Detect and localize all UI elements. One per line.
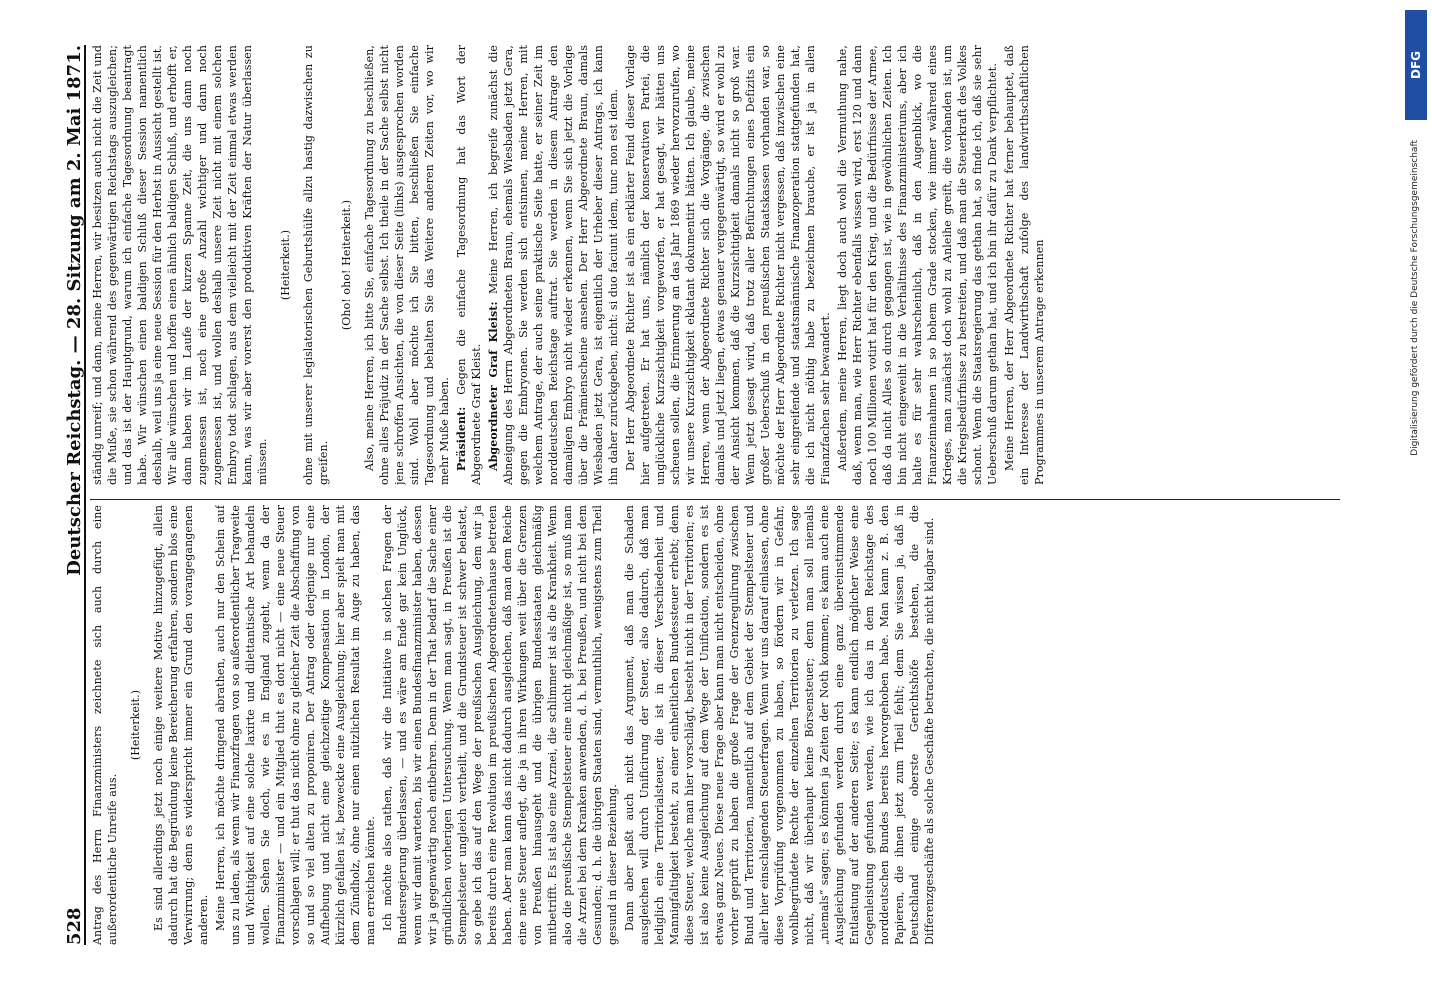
column-separator — [90, 499, 1340, 500]
speaker-label: Präsident: — [455, 406, 468, 471]
paragraph: Ich möchte also rathen, daß wir die Initiative in solchen Fragen der Bundesregierung überlassen, — und es wäre am Ende gar kein Unglück, wenn wir damit warteten, bis wir einen Bundesfinanzminister haben, dessen wir ja gegenwärtig noch entbehren. Denn in der That bedarf die Sache einer gründlichen vorherigen Untersuchung. Wenn man sagt, in Preußen ist die Stempelsteuer ungleich vertheilt, und die Grundsteuer ist schwer belastet, so gebe ich das auf den Wege der preußischen Ausgleichung, dem wir ja bereits durch eine Revolution im preußischen Abgeordnetenhause betreten haben. Aber man kann das nicht dadurch ausgleichen, daß man dem Reiche eine neue Steuer auflegt, die ja in ihren Wirkungen weit über die Grenzen von Preußen hinausgeht und die übrigen Bundesstaaten gleichmäßig mitbetrifft. Es ist also eine Arznei, die schlimmer ist als die Krankheit. Wenn also die preußische Stempelsteuer eine nicht gleichmäßige ist, so muß man die Arznei bei dem Kranken anwenden, d. h. bei Preußen, und nicht bei dem Gesunden; d. h. die übrigen Staaten sind, vermuthlich, wenigstens zum Theil gesund in dieser Beziehung. — [381, 505, 619, 945]
left-column — [90, 505, 1340, 945]
paragraph: Meine Herren, der Herr Abgeordnete Richter hat ferner behauptet, daß ein Interesse der Landwirthschaft zufolge des landwirthschaftlichen Programmes in unserem Antrage erkennen — [1003, 45, 1046, 485]
speaker-paragraph — [486, 45, 621, 485]
paragraph: Antrag des Herrn Finanzministers zeichnete sich auch durch eine außerordentliche Unreife aus. — [91, 505, 119, 945]
digitization-credit: Digitalisierung gefördert durch die Deutsche Forschungsgemeinschaft — [1410, 140, 1420, 456]
paragraph: Also, meine Herren, ich bitte Sie, einfache Tagesordnung zu beschließen, ohne alles Präjudiz in der Sache selbst. Ich theile in der Sache selbst nicht jene schroffen Ansichten, die von dieser Seite (links) ausgesprochen worden sind. Wohl aber möchte ich Sie bitten, beschließen Sie einfache Tagesordnung und behalten Sie das Weitere anderen Zeiten vor, wo wir mehr Muße haben. — [363, 45, 451, 485]
interjection: (Oho! oho! Heiterkeit.) — [340, 199, 353, 331]
running-title: Deutscher Reichstag. — 28. Sitzung am 2. Mai 1871. — [63, 45, 85, 576]
paragraph: Außerdem, meine Herren, liegt doch auch wohl die Vermuthung nahe, daß, wenn man, wie Herr Richter ebenfalls wissen wird, erst 120 und dann noch 100 Millionen votirt hat für den Krieg, und die Bedürfnisse der Armee, daß da nicht Alles so durch gegangen ist, wie in gewöhnlichen Zeiten. Ich bin nicht eingeweiht in die Verhältnisse des Finanzministeriums, aber ich halte es für sehr wahrscheinlich, daß in den Augenblick, wo die Finanzeinnahmen in so hohem Grade stocken, wie immer während eines Krieges, man zunächst doch wohl zu Anleihe greift, die vorhanden ist, um die Kriegsbedürfnisse zu bestreiten, und daß man die Steuerkraft des Volkes schont. Wenn die Staatsregierung das gethan hat, so finde ich, daß sie sehr Ueberschuß darum gethan hat, und ich bin ihr dafür zu Dank verpflichtet. — [836, 45, 999, 485]
speaker-label: Abgeordneter Graf Kleist: — [487, 301, 500, 471]
page-header — [54, 45, 94, 945]
interjection: (Heiterkeit.) — [129, 689, 142, 761]
paragraph: Dann aber paßt auch nicht das Argument, daß man die Schaden ausgleichen will durch Unificirung der Steuer, also dadurch, daß man lediglich eine Territorialsteuer, die ist in dieser Verschiedenheit und Mannigfaltigkeit besteht, zu einer einheitlichen Bundessteuer erhebt; denn diese Steuer, welche man hier vorschlägt, besteht nicht in der Territorien; es ist also keine Ausgleichung auf dem Wege der Unification, sondern es ist etwas ganz Neues. Diese neue Frage aber kann man nicht entscheiden, ohne vorher geprüft zu haben die große Frage der Grenzregulirung zwischen Bund und Territorien, namentlich auf dem Gebiet der Stempelsteuer und aller hier einschlagenden Steuerfragen. Wenn wir uns darauf einlassen, ohne diese Vorprüfung vorgenommen zu haben, so fördern wir in Gefahr, wohlbegründete Rechte der einzelnen Territorien zu verletzen. Ich sage nicht, daß wir überhaupt keine Börsensteuer; denn man soll niemals „niemals“ sagen; es könnten ja Zeiten der Noth kommen; es kann auch eine Ausgleichung gefunden werden durch eine ganz übereinstimmende Entlastung auf der anderen Seite; es kann endlich möglicher Weise eine Gegenleistung gefunden werden, wie ich das in dem Reichstage des norddeutschen Bundes bereits hervorgehoben habe. Man kann z. B. den Papieren, die ihnen jetzt zum Theil fehlt; denn Sie wissen ja, daß in Deutschland einige oberste Gerichtshöfe bestehen, die die Differenzgeschäfte als solche Geschäfte betrachten, die nicht klagbar sind. — [623, 505, 936, 945]
paragraph: Der Herr Abgeordnete Richter ist als ein erklärter Feind dieser Vorlage hier aufgetreten. Er hat uns, nämlich der konservativen Partei, die unglückliche Kurzsichtigkeit vorgeworfen, er hat gesagt, wir hätten uns scheuen sollen, die Erinnerung an das Jahr 1869 wieder hervorzurufen, wo wir unsere Kurzsichtigkeit eklatant dokumentirt hätten. Ich glaube, meine Herren, wenn der Abgeordnete Richter sich die Vorgänge, die zwischen damals und jetzt liegen, etwas genauer vergegenwärtigt, so wird er wohl zu der Ansicht kommen, daß die Kurzsichtigkeit damals nicht so groß war. Wenn jetzt gesagt wird, daß trotz aller Befürchtungen eines Defizits ein großer Ueberschuß in den preußischen Staatskassen vorhanden war, so möchte der Herr Abgeordnete Richter nicht vergessen, daß inzwischen eine sehr eingreifende und staatsmännische Finanzoperation stattgefunden hat, die ich nicht nöthig habe zu bezeichnen brauche, er ist ja in allen Finanzfachen sehr bewandert. — [624, 45, 832, 485]
paragraph: Es sind allerdings jetzt noch einige weitere Motive hinzugefügt, allein dadurch hat die Begründung keine Bereicherung erfahren, sondern blos eine Verwirrung; denn es widerspricht immer ein Grund den vorangegangenen anderen. — [152, 505, 210, 945]
page-number: 528 — [63, 907, 85, 945]
speaker-paragraph — [454, 45, 484, 485]
right-column — [90, 45, 1340, 485]
speech-text: Gegen die einfache Tagesordnung hat das Wort der Abgeordnete Graf Kleist. — [455, 45, 483, 485]
paragraph: ständig unreif; und dann, meine Herren, wir besitzen auch nicht die Zeit und die Muße, sie schon während des gegenwärtigen Reichstags auszugleichen; und das ist der Hauptgrund, warum ich einfache Tagesordnung beantragt habe. Wir wünschen einen baldigen Schluß dieser Session namentlich deshalb, weil uns ja eine neue Session für den Herbst in Aussicht gestellt ist. Wir alle wünschen und hoffen einen ähnlich baldigen Schluß, und erhofft er, dann haben wir im Laufe der kurzen Spanne Zeit, die uns dann noch zugemessen ist, noch eine große Anzahl wichtiger und dann noch zugemessen ist, und wollen deshalb unsere Zeit nicht mit einem solchen Embryo todt schlagen, aus dem vielleicht mit der Zeit einmal etwas werden kann, was wir aber vorerst den produktiven Kräften der Natur überlassen müssen. — [91, 45, 269, 485]
dfg-logo: DFG — [1405, 10, 1427, 120]
paragraph: ohne mit unserer legislatorischen Geburtshülfe allzu hastig dazwischen zu greifen. — [302, 45, 330, 485]
paragraph: Meine Herren, ich möchte dringend abrathen, auch nur den Schein auf uns zu laden, als wenn wir Finanzfragen von so außerordentlicher Tragweite und Wichtigkeit auf eine solche laxirte und dilettantische Art behandeln wollen. Sehen Sie doch, wie es in England zugeht, wenn da der Finanzminister — und ein Mitglied thut es dort nicht — eine neue Steuer vorschlagen will; er thut das nicht ohne zu gleicher Zeit die Abschaffung von so und so viel alten zu proponiren. Der Antrag oder derjenige nur eine Aufhebung und nicht eine gleichzeitige Kompensation in London, der kürzlich gefallen ist, bezweckte eine Ausgleichung; hier aber spielt man mit dem Zündholz, ohne nur einen nützlichen Resultat im Auge zu haben, das man erreichen könnte. — [214, 505, 377, 945]
speech-text: Meine Herren, ich begreife zunächst die Abneigung des Herrn Abgeordneten Braun, ehemals Wiesbaden jetzt Gera, gegen die Embryonen. Sie werden sich entsinnen, meine Herren, mit welchem Antrage, der auch seine praktische Seite hatte, er seiner Zeit im norddeutschen Reichstage auftrat. Sie werden in diesem Antrage den damaligen Embryo nicht wieder erkennen, wenn Sie sich jetzt die Vorlage über die Prämienscheine ansehen. Der Herr Abgeordnete Braun, damals Wiesbaden jetzt Gera, ist eigentlich der Urheber dieser Antrags, ich kann ihn daher zurückgeben, nicht: si duo faciunt idem, tunc non est idem. — [487, 45, 620, 485]
header-rule — [84, 45, 86, 945]
interjection: (Heiterkeit.) — [279, 229, 292, 301]
